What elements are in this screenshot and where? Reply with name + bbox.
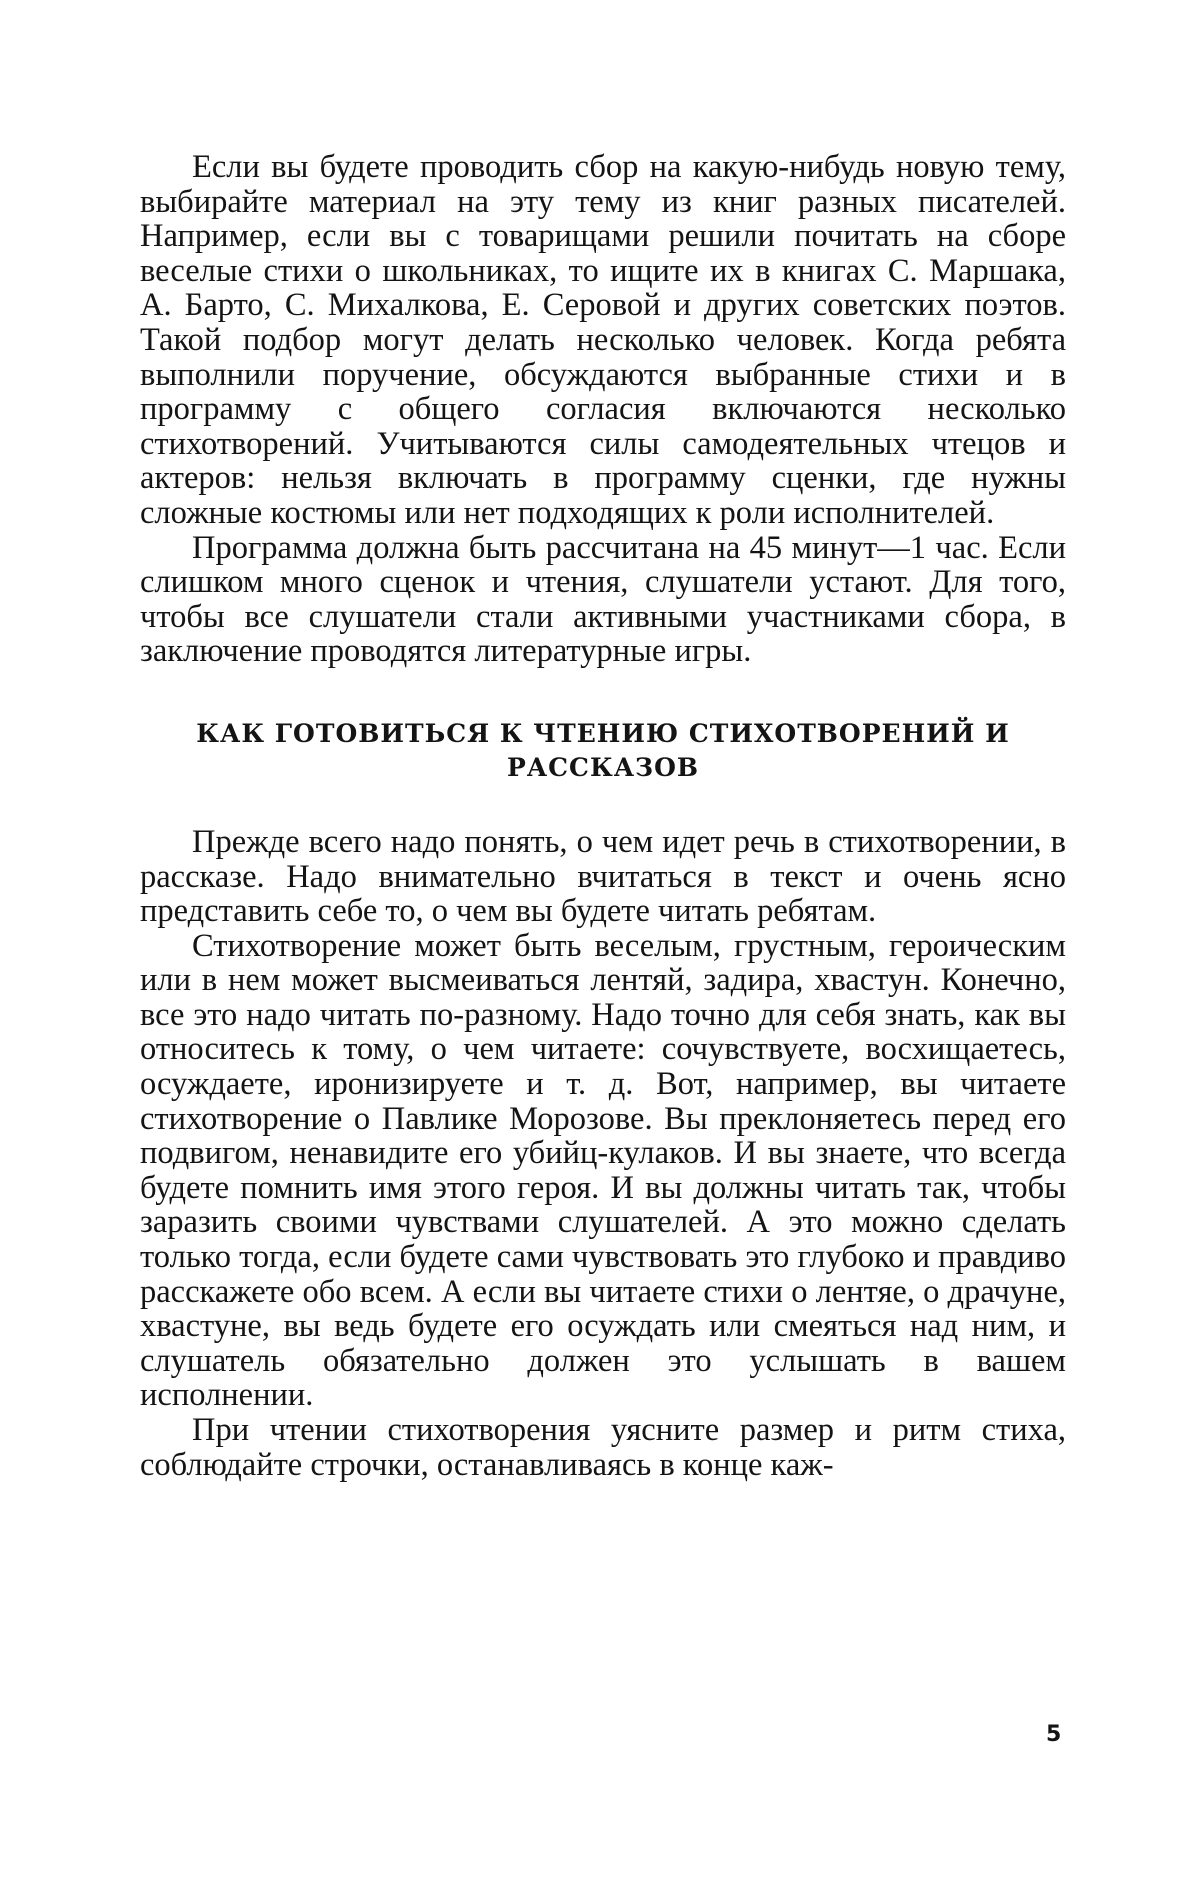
- page-body: [140, 150, 1066, 1482]
- paragraph-program-duration: Программа должна быть рассчитана на 45 минут—1 час. Если слишком много сценок и чтения, слушатели устают. Для того, чтобы все слушатели стали активными участниками сбора, в заключение проводятся литературные игры.: [140, 529, 1066, 670]
- page-number: 5: [1046, 1722, 1062, 1747]
- paragraph-meter-rhythm: При чтении стихотворения уясните размер и ритм стиха, соблюдайте строчки, останавливаясь в конце каж-: [140, 1412, 1066, 1483]
- section-heading-line-2: РАССКАЗОВ: [507, 752, 699, 782]
- paragraph-new-theme: Если вы будете проводить сбор на какую-нибудь новую тему, выбирайте материал на эту тему из книг разных писателей. Например, если вы с товарищами решили почитать на сборе веселые стихи о школьниках, то ищите их в книгах С. Маршака, А. Барто, С. Михалкова, Е. Серовой и других советских поэтов. Такой подбор могут делать несколько человек. Когда ребята выполнили поручение, обсуждаются выбранные стихи и в программу с общего согласия включаются несколько стихотворений. Учитываются силы самодеятельных чтецов и актеров: нельзя включать в программу сценки, где нужны сложные костюмы или нет подходящих к роли исполнителей.: [140, 149, 1066, 531]
- paragraph-understand-text: Прежде всего надо понять, о чем идет речь в стихотворении, в рассказе. Надо внимательно вчитаться в текст и очень ясно представить себе то, о чем вы будете читать ребятам.: [140, 823, 1066, 930]
- section-heading: [140, 717, 1066, 785]
- section-heading-line-1: КАК ГОТОВИТЬСЯ К ЧТЕНИЮ СТИХОТВОРЕНИЙ И: [196, 718, 1010, 748]
- paragraph-poem-mood: Стихотворение может быть веселым, грустным, героическим или в нем может высмеиваться лентяй, задира, хвастун. Конечно, все это надо читать по-разному. Надо точно для себя знать, как вы относитесь к тому, о чем читаете: сочувствуете, восхищаетесь, осуждаете, иронизируете и т. д. Вот, например, вы читаете стихотворение о Павлике Морозове. Вы преклоняетесь перед его подвигом, ненавидите его убийц-кулаков. И вы знаете, что всегда будете помнить имя этого героя. И вы должны читать так, чтобы заразить своими чувствами слушателей. А это можно сделать только тогда, если будете сами чувствовать это глубоко и правдиво расскажете обо всем. А если вы читаете стихи о лентяе, о драчуне, хвастуне, вы ведь будете его осуждать или смеяться над ним, и слушатель обязательно должен это услышать в вашем исполнении.: [140, 927, 1066, 1414]
